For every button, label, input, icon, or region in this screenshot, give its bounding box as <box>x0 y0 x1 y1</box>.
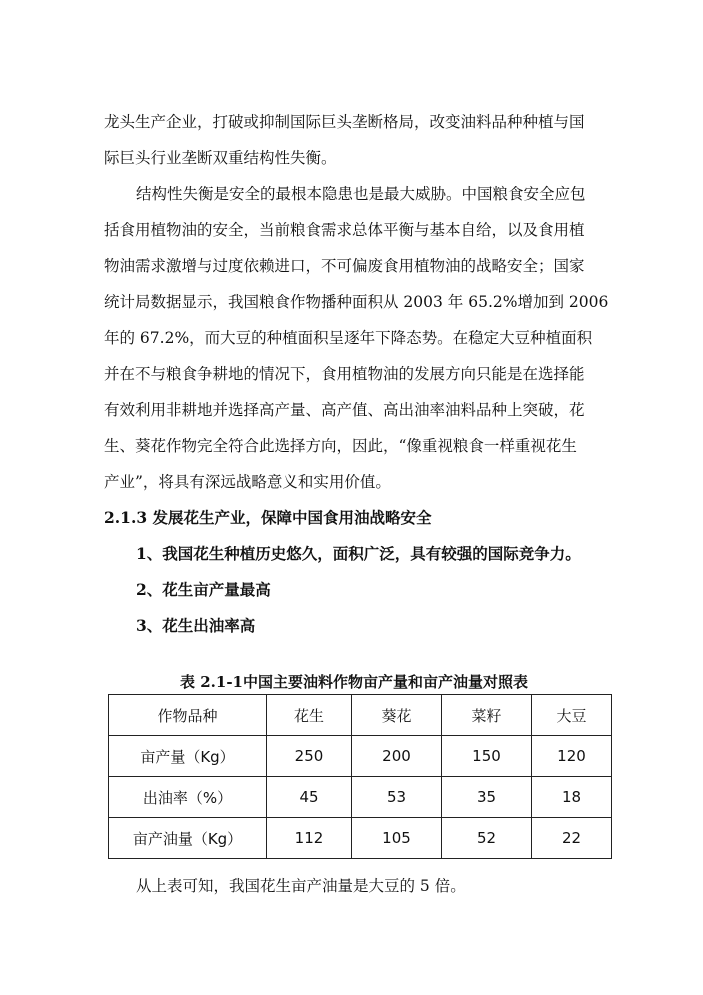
table-cell: 35 <box>442 777 532 818</box>
body-text-line: 物油需求激增与过度依赖进口，不可偏废食用植物油的战略安全；国家 <box>104 257 585 275</box>
table-row-label: 亩产油量（Kg） <box>109 818 267 859</box>
conclusion-text: 从上表可知，我国花生亩产油量是大豆的 5 倍。 <box>136 877 466 895</box>
body-text-line: 统计局数据显示，我国粮食作物播种面积从 2003 年 65.2%增加到 2006 <box>104 293 609 311</box>
table-header-cell: 花生 <box>267 695 352 736</box>
table-row <box>109 736 612 777</box>
body-text-line: 并在不与粮食争耕地的情况下，食用植物油的发展方向只能是在选择能 <box>104 365 585 383</box>
table-cell: 112 <box>267 818 352 859</box>
table-cell: 18 <box>532 777 612 818</box>
table-row <box>109 777 612 818</box>
table-cell: 200 <box>352 736 442 777</box>
table-cell: 53 <box>352 777 442 818</box>
table-header-cell: 菜籽 <box>442 695 532 736</box>
table-row <box>109 818 612 859</box>
body-text-line: 有效利用非耕地并选择高产量、高产值、高出油率油料品种上突破，花 <box>104 401 585 419</box>
table-header-cell: 大豆 <box>532 695 612 736</box>
table-cell: 250 <box>267 736 352 777</box>
table-cell: 105 <box>352 818 442 859</box>
table-header-cell: 葵花 <box>352 695 442 736</box>
table-cell: 150 <box>442 736 532 777</box>
body-text-line: 龙头生产企业，打破或抑制国际巨头垄断格局，改变油料品种种植与国 <box>104 113 585 131</box>
body-text-line: 年的 67.2%，而大豆的种植面积呈逐年下降态势。在稳定大豆种植面积 <box>104 329 593 347</box>
table-cell: 52 <box>442 818 532 859</box>
comparison-table <box>108 694 612 859</box>
point-item: 2、花生亩产量最高 <box>136 580 271 599</box>
table-cell: 22 <box>532 818 612 859</box>
body-text-line: 结构性失衡是安全的最根本隐患也是最大威胁。中国粮食安全应包 <box>136 185 586 203</box>
table-caption: 表 2.1-1中国主要油料作物亩产量和亩产油量对照表 <box>180 673 528 691</box>
table-header-cell: 作物品种 <box>109 695 267 736</box>
body-text-line: 括食用植物油的安全，当前粮食需求总体平衡与基本自给，以及食用植 <box>104 221 585 239</box>
point-item: 3、花生出油率高 <box>136 616 256 635</box>
table-header-row <box>109 695 612 736</box>
body-text-line: 产业”，将具有深远战略意义和实用价值。 <box>104 473 391 491</box>
body-text-line: 生、葵花作物完全符合此选择方向，因此，“像重视粮食一样重视花生 <box>104 437 577 455</box>
table-cell: 45 <box>267 777 352 818</box>
section-heading: 2.1.3 发展花生产业，保障中国食用油战略安全 <box>104 508 432 527</box>
table-row-label: 出油率（%） <box>109 777 267 818</box>
body-text-line: 际巨头行业垄断双重结构性失衡。 <box>104 149 337 167</box>
point-item: 1、我国花生种植历史悠久，面积广泛，具有较强的国际竞争力。 <box>136 544 581 563</box>
table-cell: 120 <box>532 736 612 777</box>
table-row-label: 亩产量（Kg） <box>109 736 267 777</box>
